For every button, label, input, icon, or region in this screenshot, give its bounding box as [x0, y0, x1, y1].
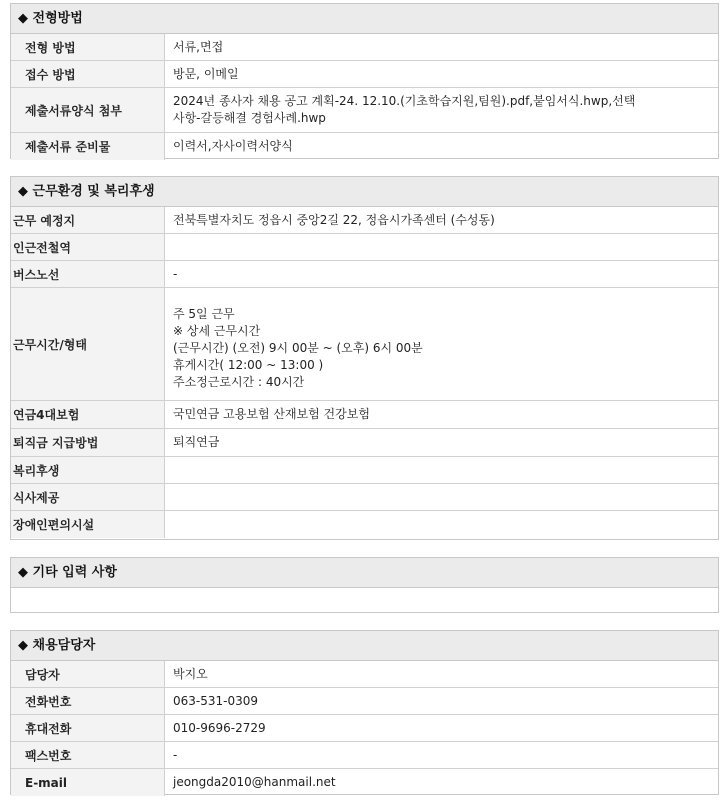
row-label: 연금4대보험 [11, 401, 165, 428]
row-label: 전화번호 [11, 688, 165, 714]
work-section [10, 176, 719, 540]
work-hours-line: (근무시간) (오전) 9시 00분 ~ (오후) 6시 00분 [173, 340, 423, 355]
etc-header: ◆ 기타 입력 사항 [11, 558, 718, 588]
row-value: 국민연금 고용보험 산재보험 건강보험 [173, 407, 370, 421]
row-label: 전형 방법 [11, 34, 165, 60]
row-value: 박지오 [173, 666, 208, 681]
row-label: 근무 예정지 [11, 207, 165, 233]
table-row [11, 661, 718, 688]
row-label: 버스노선 [11, 261, 165, 287]
attachment-line[interactable]: 2024년 종사자 채용 공고 계획-24. 12.10.(기초학습지원,팀원).pdf,붙임서식.hwp,선택 [173, 94, 636, 108]
work-hours-line: 휴게시간( 12:00 ~ 13:00 ) [173, 357, 324, 372]
table-row [11, 688, 718, 715]
etc-section [10, 557, 719, 613]
row-value [165, 511, 718, 538]
row-value: - [173, 747, 178, 762]
row-value: 서류,면접 [173, 39, 224, 54]
row-value [165, 457, 718, 483]
table-row [11, 61, 718, 88]
contact-header: ◆ 채용담당자 [11, 631, 718, 661]
contact-section [10, 630, 719, 795]
row-label: 접수 방법 [11, 61, 165, 87]
row-label: 제출서류양식 첨부 [11, 88, 165, 132]
table-row [11, 457, 718, 484]
table-row [11, 261, 718, 288]
row-value: 퇴직연금 [173, 435, 220, 449]
selection-header: ◆ 전형방법 [11, 4, 718, 34]
row-label: 장애인편의시설 [11, 511, 165, 538]
row-label: 복리후생 [11, 457, 165, 483]
table-row [11, 769, 718, 796]
row-label: 담당자 [11, 661, 165, 687]
row-label: E-mail [11, 769, 165, 796]
table-row [11, 742, 718, 769]
row-label: 팩스번호 [11, 742, 165, 768]
table-row [11, 429, 718, 457]
row-label: 식사제공 [11, 484, 165, 510]
table-row [11, 88, 718, 133]
table-row [11, 401, 718, 429]
table-row [11, 133, 718, 160]
row-label: 제출서류 준비물 [11, 133, 165, 160]
row-value: 010-9696-2729 [173, 720, 266, 735]
row-label: 휴대전화 [11, 715, 165, 741]
table-row [11, 234, 718, 261]
row-label: 인근전철역 [11, 234, 165, 260]
attachment-value [165, 88, 718, 132]
row-label: 퇴직금 지급방법 [11, 429, 165, 456]
row-value: 방문, 이메일 [173, 66, 239, 81]
table-row [11, 511, 718, 538]
row-value: 063-531-0309 [173, 693, 259, 708]
table-row [11, 484, 718, 511]
work-hours-line: ※ 상세 근무시간 [173, 323, 261, 338]
selection-section [10, 3, 719, 159]
work-header: ◆ 근무환경 및 복리후생 [11, 177, 718, 207]
work-hours-line: 주 5일 근무 [173, 306, 235, 321]
table-row [11, 207, 718, 234]
row-label: 근무시간/형태 [11, 288, 165, 400]
table-row [11, 34, 718, 61]
work-hours-line: 주소정근로시간 : 40시간 [173, 374, 305, 389]
row-value: 이력서,자사이력서양식 [173, 139, 293, 153]
attachment-line[interactable]: 사항-갈등해결 경험사례.hwp [173, 111, 326, 125]
row-value: 전북특별자치도 정읍시 중앙2길 22, 정읍시가족센터 (수성동) [173, 212, 495, 227]
row-value [165, 484, 718, 510]
row-value: - [173, 266, 178, 281]
work-hours-value [165, 288, 718, 400]
email-value[interactable]: jeongda2010@hanmail.net [173, 775, 336, 789]
table-row [11, 715, 718, 742]
row-value [165, 234, 718, 260]
table-row [11, 288, 718, 401]
etc-value [11, 588, 718, 614]
